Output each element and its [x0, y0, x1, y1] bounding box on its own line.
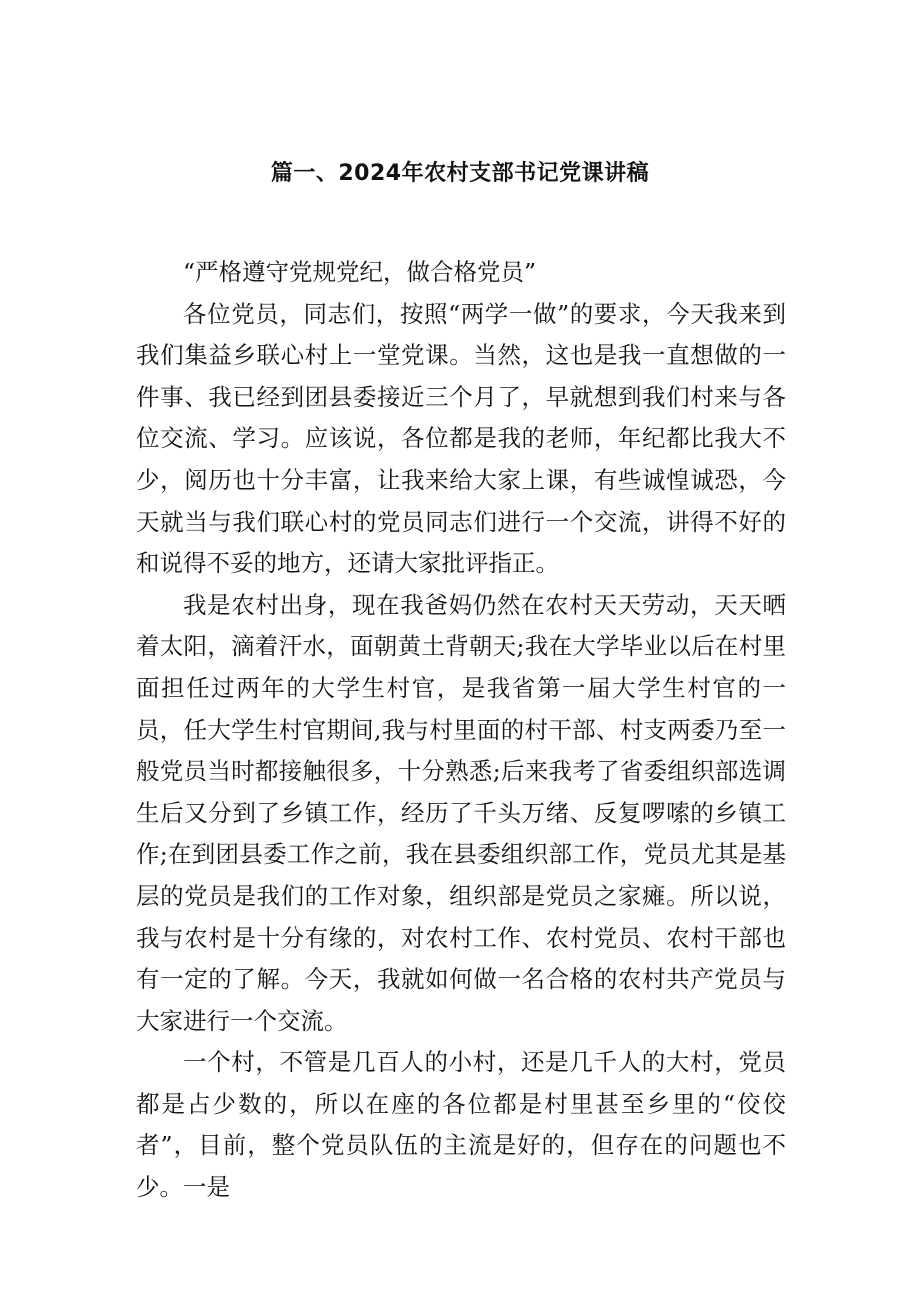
paragraph-2: 我是农村出身，现在我爸妈仍然在农村天天劳动，天天晒着太阳，滴着汗水，面朝黄土背朝天;我在大学毕业以后在村里面担任过两年的大学生村官，是我省第一届大学生村官的一员，任大学生村官期间,我与村里面的村干部、村支两委乃至一般党员当时都接触很多，十分熟悉;后来我考了省委组织部选调生后又分到了乡镇工作，经历了千头万绪、反复啰嗦的乡镇工作;在到团县委工作之前，我在县委组织部工作，党员尤其是基层的党员是我们的工作对象，组织部是党员之家瘫。所以说，我与农村是十分有缘的，对农村工作、农村党员、农村干部也有一定的了解。今天，我就如何做一名合格的农村共产党员与大家进行一个交流。 — [136, 590, 786, 1035]
paragraph-3: 一个村，不管是几百人的小村，还是几千人的大村，党员都是占少数的，所以在座的各位都是村里甚至乡里的“佼佼者”，目前，整个党员队伍的主流是好的，但存在的问题也不少。一是 — [136, 1048, 786, 1202]
speech-subtitle: “严格遵守党规党纪，做合格党员” — [183, 258, 537, 286]
document-body — [136, 252, 786, 1209]
document-title: 篇一、2024年农村支部书记党课讲稿 — [270, 161, 650, 186]
paragraph-1: 各位党员，同志们，按照“两学一做”的要求，今天我来到我们集益乡联心村上一堂党课。当然，这也是我一直想做的一件事、我已经到团县委接近三个月了，早就想到我们村来与各位交流、学习。应该说，各位都是我的老师，年纪都比我大不少，阅历也十分丰富，让我来给大家上课，有些诚惶诚恐，今天就当与我们联心村的党员同志们进行一个交流，讲得不好的和说得不妥的地方，还请大家批评指正。 — [136, 299, 786, 578]
